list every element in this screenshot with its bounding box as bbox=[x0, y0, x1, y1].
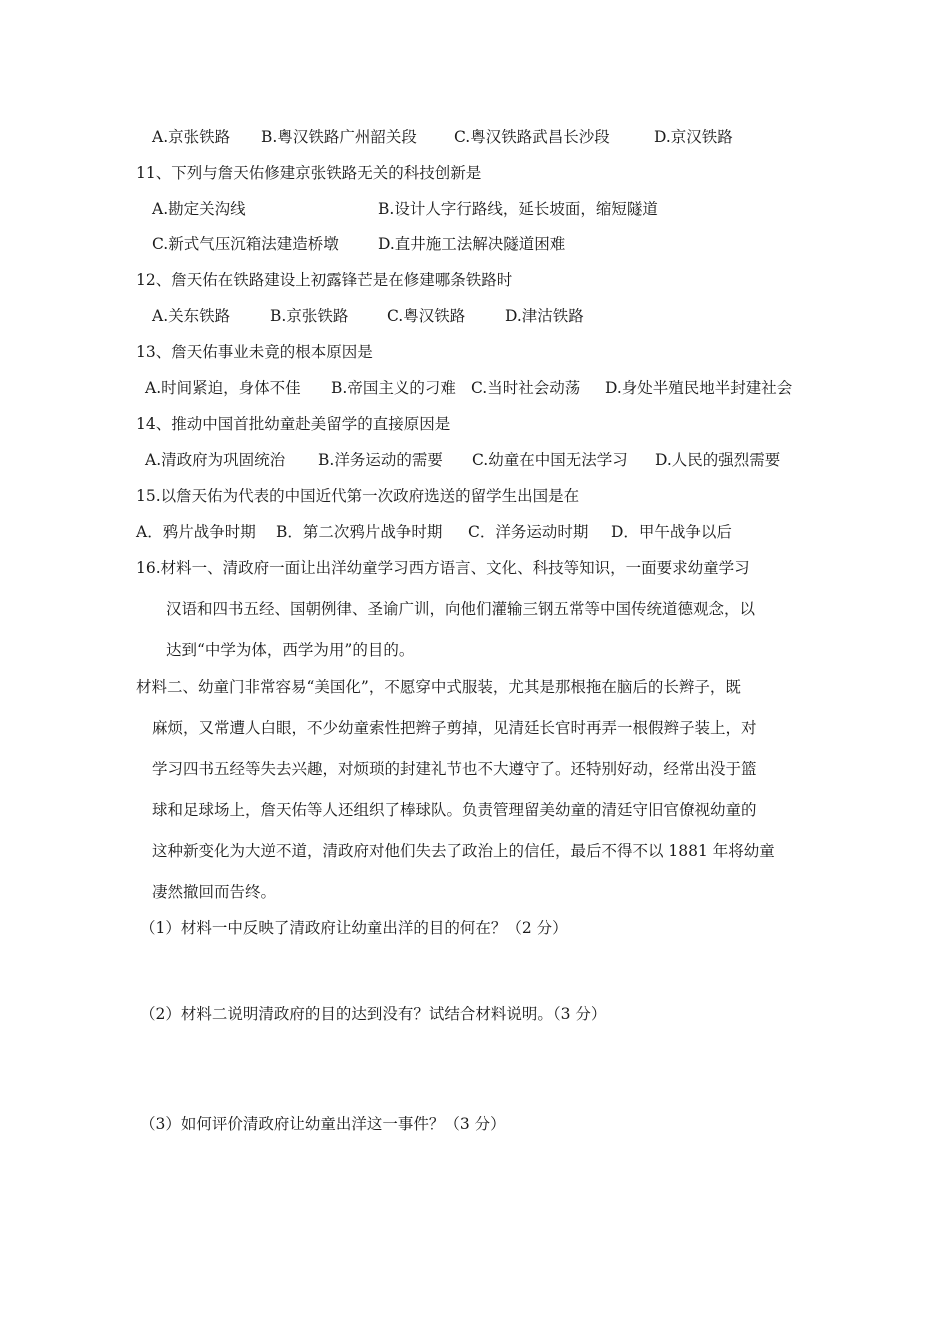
q10-option-d: D.京汉铁路 bbox=[654, 128, 733, 146]
q13-stem: 13、詹天佑事业未竟的根本原因是 bbox=[136, 343, 373, 361]
q13-option-d: D.身处半殖民地半封建社会 bbox=[605, 379, 793, 397]
q10-option-a: A.京张铁路 bbox=[152, 128, 231, 146]
q14-option-b: B.洋务运动的需要 bbox=[318, 451, 443, 469]
q11-option-d: D.直井施工法解决隧道困难 bbox=[378, 235, 566, 253]
q16-material1-line: 汉语和四书五经、国朝例律、圣谕广训，向他们灌输三钢五常等中国传统道德观念，以 bbox=[166, 600, 756, 618]
q15-option-b: B．第二次鸦片战争时期 bbox=[276, 523, 443, 541]
q14-option-a: A.清政府为巩固统治 bbox=[145, 451, 286, 469]
q11-option-c: C.新式气压沉箱法建造桥墩 bbox=[152, 235, 339, 253]
q16-material2-line: 球和足球场上，詹天佑等人还组织了棒球队。负责管理留美幼童的清廷守旧官僚视幼童的 bbox=[152, 801, 757, 819]
q16-material2-line: 材料二、幼童门非常容易“美国化”，不愿穿中式服装，尤其是那根拖在脑后的长辫子，既 bbox=[136, 678, 741, 696]
q13-option-a: A.时间紧迫，身体不佳 bbox=[145, 379, 301, 397]
q12-option-d: D.津沽铁路 bbox=[505, 307, 584, 325]
q15-option-c: C．洋务运动时期 bbox=[468, 523, 589, 541]
q14-option-d: D.人民的强烈需要 bbox=[655, 451, 781, 469]
q12-stem: 12、詹天佑在铁路建设上初露锋芒是在修建哪条铁路时 bbox=[136, 271, 513, 289]
q16-material2-line: 凄然撤回而告终。 bbox=[152, 883, 277, 901]
q16-subquestion-3: （3）如何评价清政府让幼童出洋这一事件？（3 分） bbox=[140, 1115, 506, 1133]
q11-stem: 11、下列与詹天佑修建京张铁路无关的科技创新是 bbox=[136, 164, 482, 182]
q14-stem: 14、推动中国首批幼童赴美留学的直接原因是 bbox=[136, 415, 451, 433]
q16-material2-line: 这种新变化为大逆不道，清政府对他们失去了政治上的信任，最后不得不以 1881 年将幼童 bbox=[152, 842, 775, 860]
q16-subquestion-2: （2）材料二说明清政府的目的达到没有？试结合材料说明。（3 分） bbox=[140, 1005, 607, 1023]
q12-option-a: A.关东铁路 bbox=[152, 307, 231, 325]
q14-option-c: C.幼童在中国无法学习 bbox=[472, 451, 628, 469]
q12-option-b: B.京张铁路 bbox=[270, 307, 349, 325]
q16-material1-line: 达到“中学为体，西学为用”的目的。 bbox=[166, 641, 415, 659]
q12-option-c: C.粤汉铁路 bbox=[387, 307, 466, 325]
q11-option-b: B.设计人字行路线，延长坡面，缩短隧道 bbox=[378, 200, 658, 218]
q15-stem: 15.以詹天佑为代表的中国近代第一次政府选送的留学生出国是在 bbox=[136, 487, 580, 505]
q16-subquestion-1: （1）材料一中反映了清政府让幼童出洋的目的何在？（2 分） bbox=[140, 919, 568, 937]
q13-option-b: B.帝国主义的刁难 bbox=[331, 379, 456, 397]
q11-option-a: A.勘定关沟线 bbox=[152, 200, 246, 218]
q15-option-a: A．鸦片战争时期 bbox=[136, 523, 256, 541]
q16-material2-line: 学习四书五经等失去兴趣，对烦琐的封建礼节也不大遵守了。还特别好动，经常出没于篮 bbox=[152, 760, 757, 778]
q13-option-c: C.当时社会动荡 bbox=[471, 379, 581, 397]
q10-option-b: B.粤汉铁路广州韶关段 bbox=[261, 128, 417, 146]
q16-material1-line: 16.材料一、清政府一面让出洋幼童学习西方语言、文化、科技等知识，一面要求幼童学习 bbox=[136, 559, 750, 577]
q16-material2-line: 麻烦，又常遭人白眼，不少幼童索性把辫子剪掉，见清廷长官时再弄一根假辫子装上，对 bbox=[152, 719, 757, 737]
q10-option-c: C.粤汉铁路武昌长沙段 bbox=[454, 128, 610, 146]
q15-option-d: D．甲午战争以后 bbox=[611, 523, 732, 541]
